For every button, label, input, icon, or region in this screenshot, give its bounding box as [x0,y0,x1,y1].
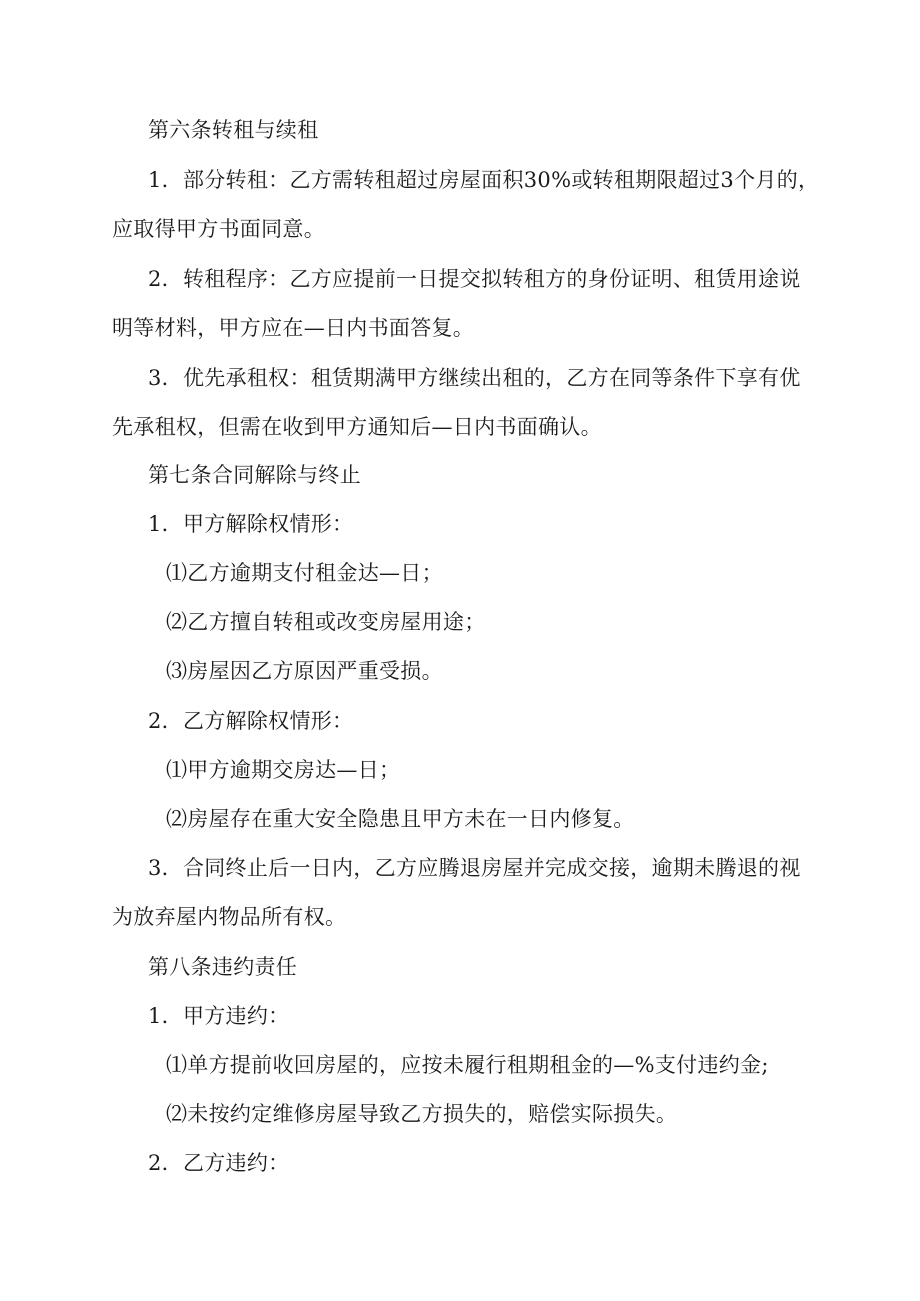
clause-8-1-1: ⑴单方提前收回房屋的，应按未履行租期租金的—%支付违约金; [166,1053,769,1077]
clause-8-1: 1．甲方违约： [148,1004,290,1028]
clause-7-2-2: ⑵房屋存在重大安全隐患且甲方未在一日内修复。 [166,807,635,831]
clause-6-3-continued: 先承租权，但需在收到甲方通知后—日内书面确认。 [112,415,602,439]
clause-7-1: 1．甲方解除权情形： [148,512,354,536]
article-6-heading: 第六条转租与续租 [148,118,319,142]
clause-7-2-1: ⑴甲方逾期交房达—日； [166,758,401,782]
clause-8-2: 2．乙方违约： [148,1151,290,1175]
clause-7-3-continued: 为放弃屋内物品所有权。 [112,905,347,929]
clause-6-2-continued: 明等材料，甲方应在—日内书面答复。 [112,316,475,340]
clause-7-2: 2．乙方解除权情形： [148,709,354,733]
clause-6-1-continued: 应取得甲方书面同意。 [112,217,325,241]
clause-7-1-1: ⑴乙方逾期支付租金达—日； [166,561,443,585]
clause-7-1-3: ⑶房屋因乙方原因严重受损。 [166,659,443,683]
clause-7-1-2: ⑵乙方擅自转租或改变房屋用途； [166,610,486,634]
clause-6-3: 3．优先承租权：租赁期满甲方继续出租的，乙方在同等条件下享有优 [148,366,801,390]
article-8-heading: 第八条违约责任 [148,955,298,979]
clause-6-2: 2．转租程序：乙方应提前一日提交拟转租方的身份证明、租赁用途说 [148,267,801,291]
clause-8-1-2: ⑵未按约定维修房屋导致乙方损失的，赔偿实际损失。 [166,1102,678,1126]
clause-7-3: 3．合同终止后一日内，乙方应腾退房屋并完成交接，逾期未腾退的视 [148,856,801,880]
clause-6-1: 1．部分转租：乙方需转租超过房屋面积30%或转租期限超过3个月的， [148,168,820,192]
article-7-heading: 第七条合同解除与终止 [148,463,361,487]
